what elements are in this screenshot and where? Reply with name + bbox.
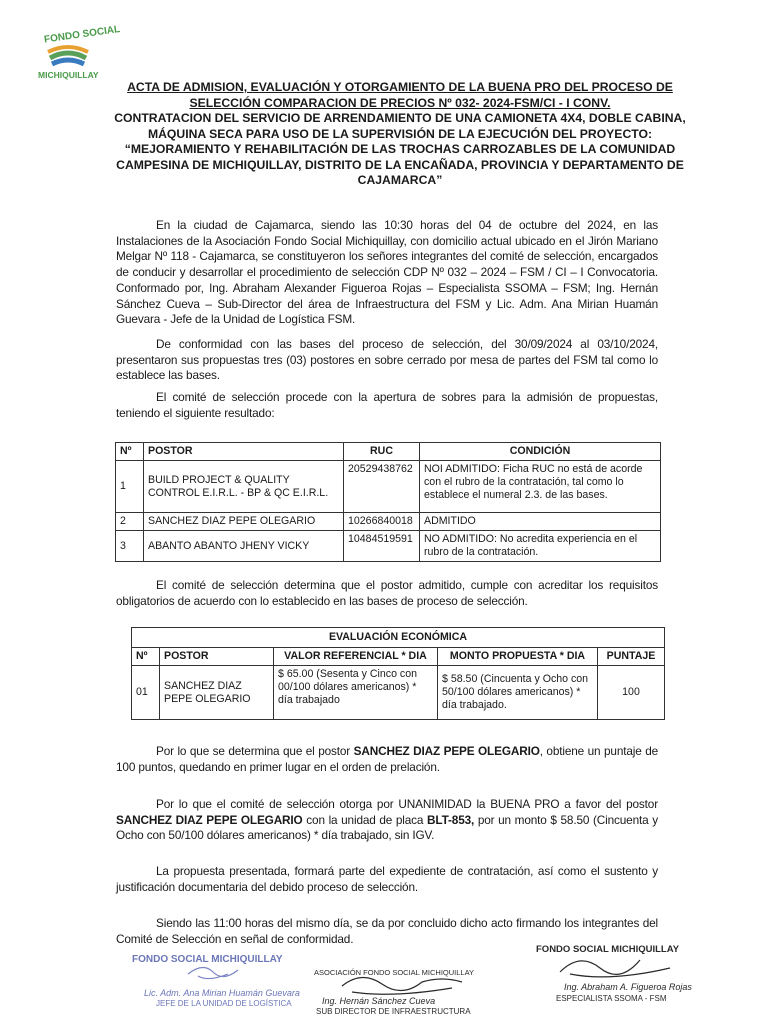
signature-center	[312, 958, 492, 1020]
economic-evaluation-table	[131, 627, 665, 720]
winner-name: SANCHEZ DIAZ PEPE OLEGARIO	[353, 744, 540, 758]
row-number: 2	[116, 513, 144, 531]
score-text-start: Por lo que se determina que el postor	[156, 744, 354, 758]
right-signer-name: Ing. Abraham A. Figueroa Rojas	[564, 982, 692, 992]
row-ruc: 10484519591	[344, 531, 420, 562]
table-row	[116, 461, 661, 513]
row-postor: SANCHEZ DIAZ PEPE OLEGARIO	[144, 513, 344, 531]
vehicle-plate: BLT-853,	[427, 812, 475, 827]
header-postor: POSTOR	[160, 648, 274, 666]
row-number: 3	[116, 531, 144, 562]
admission-table	[115, 442, 661, 562]
logo-bottom-text: MICHIQUILLAY	[38, 70, 99, 80]
paragraph-award	[116, 797, 658, 844]
admission-table-header	[116, 443, 661, 461]
left-stamp-title: FONDO SOCIAL MICHIQUILLAY	[132, 954, 283, 965]
table-row	[116, 531, 661, 562]
header-condicion: CONDICIÓN	[420, 443, 661, 461]
header-number: Nº	[116, 443, 144, 461]
heading-line-4: MÁQUINA SECA PARA USO DE LA SUPERVISIÓN DE LA EJECUCIÓN DEL PROYECTO:	[147, 126, 653, 141]
row-condicion: NOI ADMITIDO: Ficha RUC no está de acorde con el rubro de la contratación, tal como lo establece el numeral 2.3. de las bases.	[420, 461, 661, 513]
award-text-start: Por lo que el comité de selección otorga por UNANIMIDAD la BUENA PRO a favor del postor	[156, 797, 658, 811]
row-number: 1	[116, 461, 144, 513]
heading-line-7: CAJAMARCA”	[357, 173, 443, 187]
header-valor-referencial: VALOR REFERENCIAL * DIA	[274, 648, 438, 666]
right-stamp-title: FONDO SOCIAL MICHIQUILLAY	[536, 944, 680, 955]
left-signer-title: JEFE DE LA UNIDAD DE LOGÍSTICA	[156, 999, 292, 1008]
heading-line-6: CAMPESINA DE MICHIQUILLAY, DISTRITO DE LA ENCAÑADA, PROVINCIA Y DEPARTAMENTO DE	[116, 157, 684, 172]
row-condicion: NO ADMITIDO: No acredita experiencia en el rubro de la contratación.	[420, 531, 661, 562]
document-heading	[110, 80, 690, 189]
paragraph-closing: Siendo las 11:00 horas del mismo día, se da por concluido dicho acto firmando los integrantes del Comité de Selección en señal de conformidad.	[116, 916, 658, 946]
center-signer-name: Ing. Hernán Sánchez Cueva	[322, 996, 436, 1006]
table-row	[116, 513, 661, 531]
header-puntaje: PUNTAJE	[598, 648, 665, 666]
row-postor: ABANTO ABANTO JHENY VICKY	[144, 531, 344, 562]
row-ruc: 10266840018	[344, 513, 420, 531]
paragraph-determination: El comité de selección determina que el postor admitido, cumple con acreditar los requisitos obligatorios de acuerdo con lo establecido en las bases de proceso de selección.	[116, 578, 658, 608]
row-puntaje: 100	[598, 666, 665, 720]
row-condicion: ADMITIDO	[420, 513, 661, 531]
paragraph-proposal-file: La propuesta presentada, formará parte del expediente de contratación, así como el sustento y justificación documentaria del debido proceso de selección.	[116, 864, 658, 894]
heading-line-5: “MEJORAMIENTO Y REHABILITACIÓN DE LAS TROCHAS CARROZABLES DE LA COMUNIDAD	[124, 142, 676, 156]
paragraph-score	[116, 744, 658, 775]
header-ruc: RUC	[344, 443, 420, 461]
logo-graphic-icon	[30, 22, 130, 84]
award-text-end: por un monto $ 58.50 (Cincuenta y Ocho con 50/100 dólares americanos) * día trabajado, sin IGV.	[116, 812, 658, 843]
paragraph-opening: El comité de selección procede con la apertura de sobres para la admisión de propuestas, teniendo el siguiente resultado:	[116, 390, 658, 420]
evaluation-title: EVALUACIÓN ECONÓMICA	[132, 628, 665, 648]
row-number: 01	[132, 666, 160, 720]
score-text-end: , obtiene un puntaje de 100 puntos, quedando en primer lugar en el orden de prelación.	[116, 744, 659, 774]
heading-line-3: CONTRATACION DEL SERVICIO DE ARRENDAMIENTO DE UNA CAMIONETA 4X4, DOBLE CABINA,	[114, 111, 686, 125]
row-ruc: 20529438762	[344, 461, 420, 513]
heading-line-2: SELECCIÓN COMPARACION DE PRECIOS Nº 032- 2024-FSM/CI - I CONV.	[189, 95, 611, 110]
paragraph-proposals: De conformidad con las bases del proceso de selección, del 30/09/2024 al 03/10/2024, presentaron sus propuestas tres (03) postores en sobre cerrado por mesa de partes del FSM tal como lo establece las bases.	[116, 337, 658, 383]
header-number: Nº	[132, 648, 160, 666]
row-postor: BUILD PROJECT & QUALITY CONTROL E.I.R.L. - BP & QC E.I.R.L.	[144, 461, 344, 513]
evaluation-header-row	[132, 648, 665, 666]
center-stamp-title: ASOCIACIÓN FONDO SOCIAL MICHIQUILLAY	[314, 968, 475, 977]
fondo-social-logo	[30, 22, 130, 84]
evaluation-title-row	[132, 628, 665, 648]
row-monto: $ 58.50 (Cincuenta y Ocho con 50/100 dólares americanos) * día trabajado.	[438, 666, 598, 720]
header-monto-propuesta: MONTO PROPUESTA * DIA	[438, 648, 598, 666]
heading-line-1: ACTA DE ADMISION, EVALUACIÓN Y OTORGAMIENTO DE LA BUENA PRO DEL PROCESO DE	[127, 80, 673, 94]
row-postor: SANCHEZ DIAZ PEPE OLEGARIO	[160, 666, 274, 720]
signature-left	[118, 952, 298, 1014]
left-signer-name: Lic. Adm. Ana Mirian Huamán Guevara	[144, 988, 300, 998]
row-valor: $ 65.00 (Sesenta y Cinco con 00/100 dólares americanos) * día trabajado	[274, 666, 438, 720]
award-winner-name: SANCHEZ DIAZ PEPE OLEGARIO	[116, 812, 303, 827]
right-signer-title: ESPECIALISTA SSOMA - FSM	[556, 994, 667, 1003]
center-signer-title: SUB DIRECTOR DE INFRAESTRUCTURA	[316, 1007, 471, 1016]
logo-top-text: FONDO SOCIAL	[43, 24, 121, 46]
award-text-mid: con la unidad de placa	[302, 812, 428, 827]
paragraph-intro: En la ciudad de Cajamarca, siendo las 10:30 horas del 04 de octubre del 2024, en las Instalaciones de la Asociación Fondo Social Michiquillay, con domicilio actual ubicado en el Jirón Mariano Melgar Nº 118 - Cajamarca, se constituyeron los señores integrantes del comité de selección, encargados de conducir y desarrollar el procedimiento de selección CDP Nº 032 – 2024 – FSM / CI – I Convocatoria. Conformado por, Ing. Abraham Alexander Figueroa Rojas – Especialista SSOMA – FSM; Ing. Hernán Sánchez Cueva – Sub-Director del área de Infraestructura del FSM y Lic. Adm. Ana Mirian Huamán Guevara - Jefe de la Unidad de Logística FSM.	[116, 218, 658, 327]
table-row	[132, 666, 665, 720]
header-postor: POSTOR	[144, 443, 344, 461]
signature-right	[520, 938, 700, 1010]
